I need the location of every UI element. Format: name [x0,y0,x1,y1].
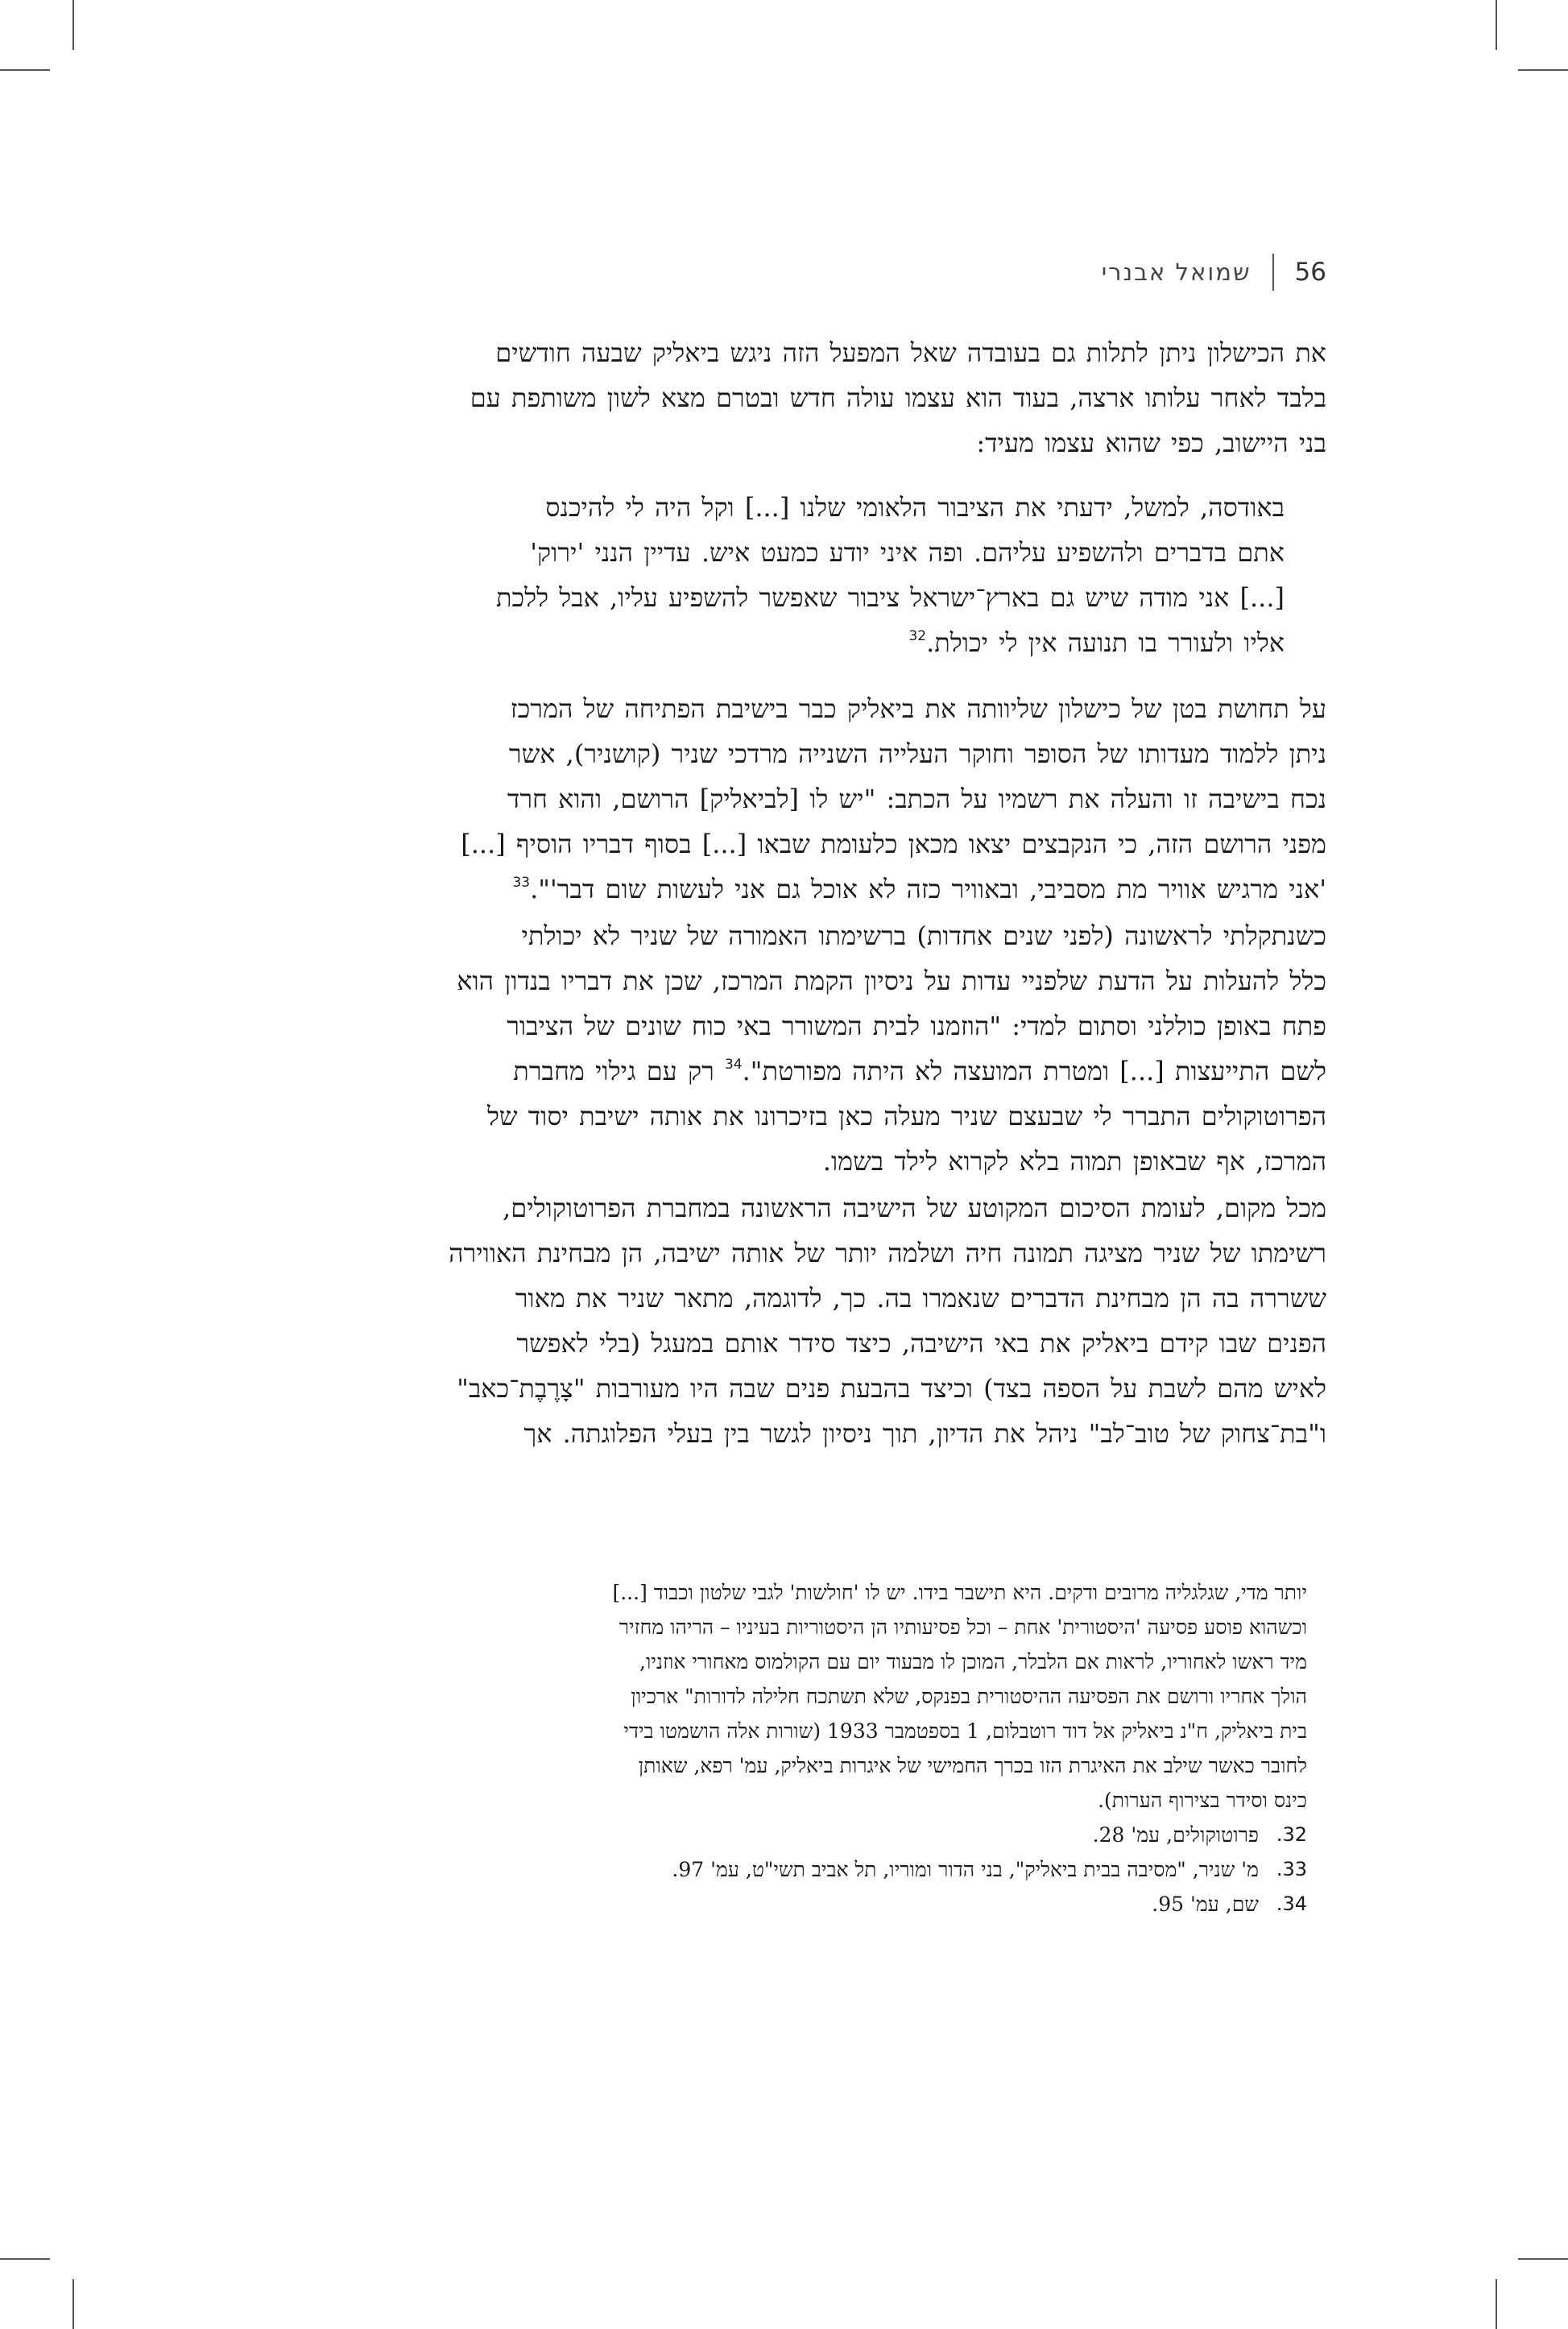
footnote-33 [239,1852,1307,1887]
quote-line-text: אליו ולעורר בו תנועה אין לי יכולת. [926,627,1285,658]
footnote-line: יותר מדי, שגלגליה מרובים ודקים. היא תישבר בידו. יש לו 'חולשות' לגבי שלטון וכבוד [...] [612,1581,1307,1604]
crop-mark-right-top [1518,69,1568,71]
text-line: הפרוטוקולים התברר לי שבעצם שניר מעלה כאן בזיכרונו את אותה ישיבת יסוד של [486,1101,1326,1131]
text-line-content: לשם התייעצות [...] ומטרת המועצה לא היתה מפורטת". [742,1056,1326,1086]
text-line [238,867,1326,912]
paragraph-1 [238,330,1326,465]
footnote-number: 32. [1276,1823,1307,1846]
block-quote [238,485,1285,665]
text-line-content: 'אני מרגיש אוויר מת מסביבי, ובאוויר כזה לא אוכל גם אני לעשות שום דבר'". [530,874,1326,904]
footnote-ref-33[interactable]: 33 [512,875,531,891]
text-line: נכח בישיבה זו והעלה את רשמיו על הכתב: "יש לו [לביאליק] הרושם, והוא חרד [507,784,1326,814]
crop-mark-bottom-right [1496,2279,1497,2329]
footnote-32 [239,1818,1307,1852]
text-line: ששררה בה הן מבחינת הדברים שנאמרו בה. כך, לדוגמה, מתאר שניר את מאור [515,1283,1326,1313]
footnote-line: מיד ראשו לאחוריו, לראות אם הלבלר, המוכן לו מבעוד יום עם הקולמוס מאחורי אוזניו, [639,1650,1307,1673]
header-divider [1272,254,1274,291]
text-line: הפנים שבו קידם ביאליק את באי הישיבה, כיצד סידר אותם במעגל (בלי לאפשר [516,1328,1326,1359]
paragraph-3 [238,913,1326,1184]
footnote-34 [239,1887,1307,1922]
footnote-line: וכשהוא פוסע פסיעה 'היסטורית' אחת – וכל פסיעותיו הן היסטוריות בעיניו – הריהו מחזיר [619,1615,1307,1639]
crop-mark-left-bottom [0,2258,50,2260]
text-line: רשימתו של שניר מציגה תמונה חיה ושלמה יותר של אותה ישיבה, הן מבחינת האווירה [449,1238,1326,1268]
text-line [238,1049,1326,1094]
text-line: לאיש מהם לשבת על הספה בצד) וכיצד בהבעת פנים שבה היו מעורבות "צָרֶבֶת־כאב" [457,1373,1326,1404]
running-head-author: שמואל אבנרי [1101,259,1252,286]
text-line: כלל להעלות על הדעת שלפניי עדות על ניסיון הקמת המרכז, שכן את דבריו בנדון הוא [457,966,1326,996]
crop-mark-bottom-left [72,2279,74,2329]
page-number: 56 [1294,258,1326,287]
crop-mark-right-bottom [1518,2258,1568,2260]
text-line: המרכז, אף שבאופן תמוה בלא לקרוא לילד בשמו. [822,1146,1326,1177]
quote-line: באודסה, למשל, ידעתי את הציבור הלאומי שלנו [...] וקל היה לי להיכנס [545,492,1285,523]
quote-line [238,620,1285,665]
footnote-number: 34. [1276,1893,1307,1915]
crop-mark-top-left [72,0,74,50]
footnote-text: פרוטוקולים, עמ' 28. [1092,1823,1259,1847]
footnote-line: הולך אחריו ורושם את הפסיעה ההיסטורית בפנקס, שלא תשתכח חלילה לדורות" ארכיון [631,1685,1307,1708]
crop-mark-left-top [0,69,50,71]
text-line: בלבד לאחר עלותו ארצה, בעוד הוא עצמו עולה חדש ובטרם מצא לשון משותפת עם [470,383,1326,413]
footnote-line: כינס וסידר בצירוף הערות). [1098,1789,1307,1812]
footnotes [239,1575,1307,1922]
text-line-content: רק עם גילוי מחברת [513,1056,725,1086]
text-line: על תחושת בטן של כישלון שליוותה את ביאליק כבר בישיבת הפתיחה של המרכז [510,693,1326,724]
footnote-text: שם, עמ' 95. [1152,1893,1259,1916]
page-header [239,248,1326,296]
quote-line: אתם בדברים ולהשפיע עליהם. ופה איני יודע כמעט איש. עדיין הנני 'ירוק' [530,537,1285,568]
text-line: פתח באופן כוללני וסתום למדי: "הוזמנו לבית המשורר באי כוח שונים של הציבור [507,1011,1326,1041]
footnote-number: 33. [1276,1858,1307,1880]
footnote-line: בית ביאליק, ח"נ ביאליק אל דוד רוטבלום, 1 בספטמבר 1933 (שורות אלה הושמטו בידי [623,1719,1307,1743]
footnote-continuation [239,1575,1307,1818]
text-line: ניתן ללמוד מעדותו של הסופר וחוקר העלייה השנייה מרדכי שניר (קושניר), אשר [508,738,1326,769]
footnote-text: מ' שניר, "מסיבה בבית ביאליק", בני הדור ומוריו, תל אביב תשי"ט, עמ' 97. [672,1858,1259,1881]
footnote-ref-34[interactable]: 34 [724,1057,743,1073]
text-line: את הכישלון ניתן לתלות גם בעובדה שאל המפעל הזה ניגש ביאליק שבעה חודשים [495,337,1326,368]
paragraph-4 [238,1185,1326,1456]
text-line: ו"בת־צחוק של טוב־לב" ניהל את הדיון, תוך ניסיון לגשר בין בעלי הפלוגתה. אך [523,1418,1326,1449]
text-line: בני היישוב, כפי שהוא עצמו מעיד: [976,428,1326,458]
crop-mark-top-right [1496,0,1497,50]
text-line: כשנתקלתי לראשונה (לפני שנים אחדות) ברשימתו האמורה של שניר לא יכולתי [521,920,1326,951]
quote-line: [...] אני מודה שיש גם בארץ־ישראל ציבור שאפשר להשפיע עליו, אבל ללכת [495,582,1285,613]
footnote-ref-32[interactable]: 32 [908,628,927,644]
paragraph-2 [238,686,1326,912]
main-text [238,330,1326,1456]
text-line: מכל מקום, לעומת הסיכום המקוטע של הישיבה הראשונה במחברת הפרוטוקולים, [503,1193,1326,1223]
text-line: מפני הרושם הזה, כי הנקבצים יצאו מכאן כלעומת שבאו [...] בסוף דבריו הוסיף [...] [461,829,1326,859]
footnote-line: לחובר כאשר שילב את האיגרת הזו בכרך החמישי של איגרות ביאליק, עמ' רפא, שאותן [638,1754,1307,1777]
